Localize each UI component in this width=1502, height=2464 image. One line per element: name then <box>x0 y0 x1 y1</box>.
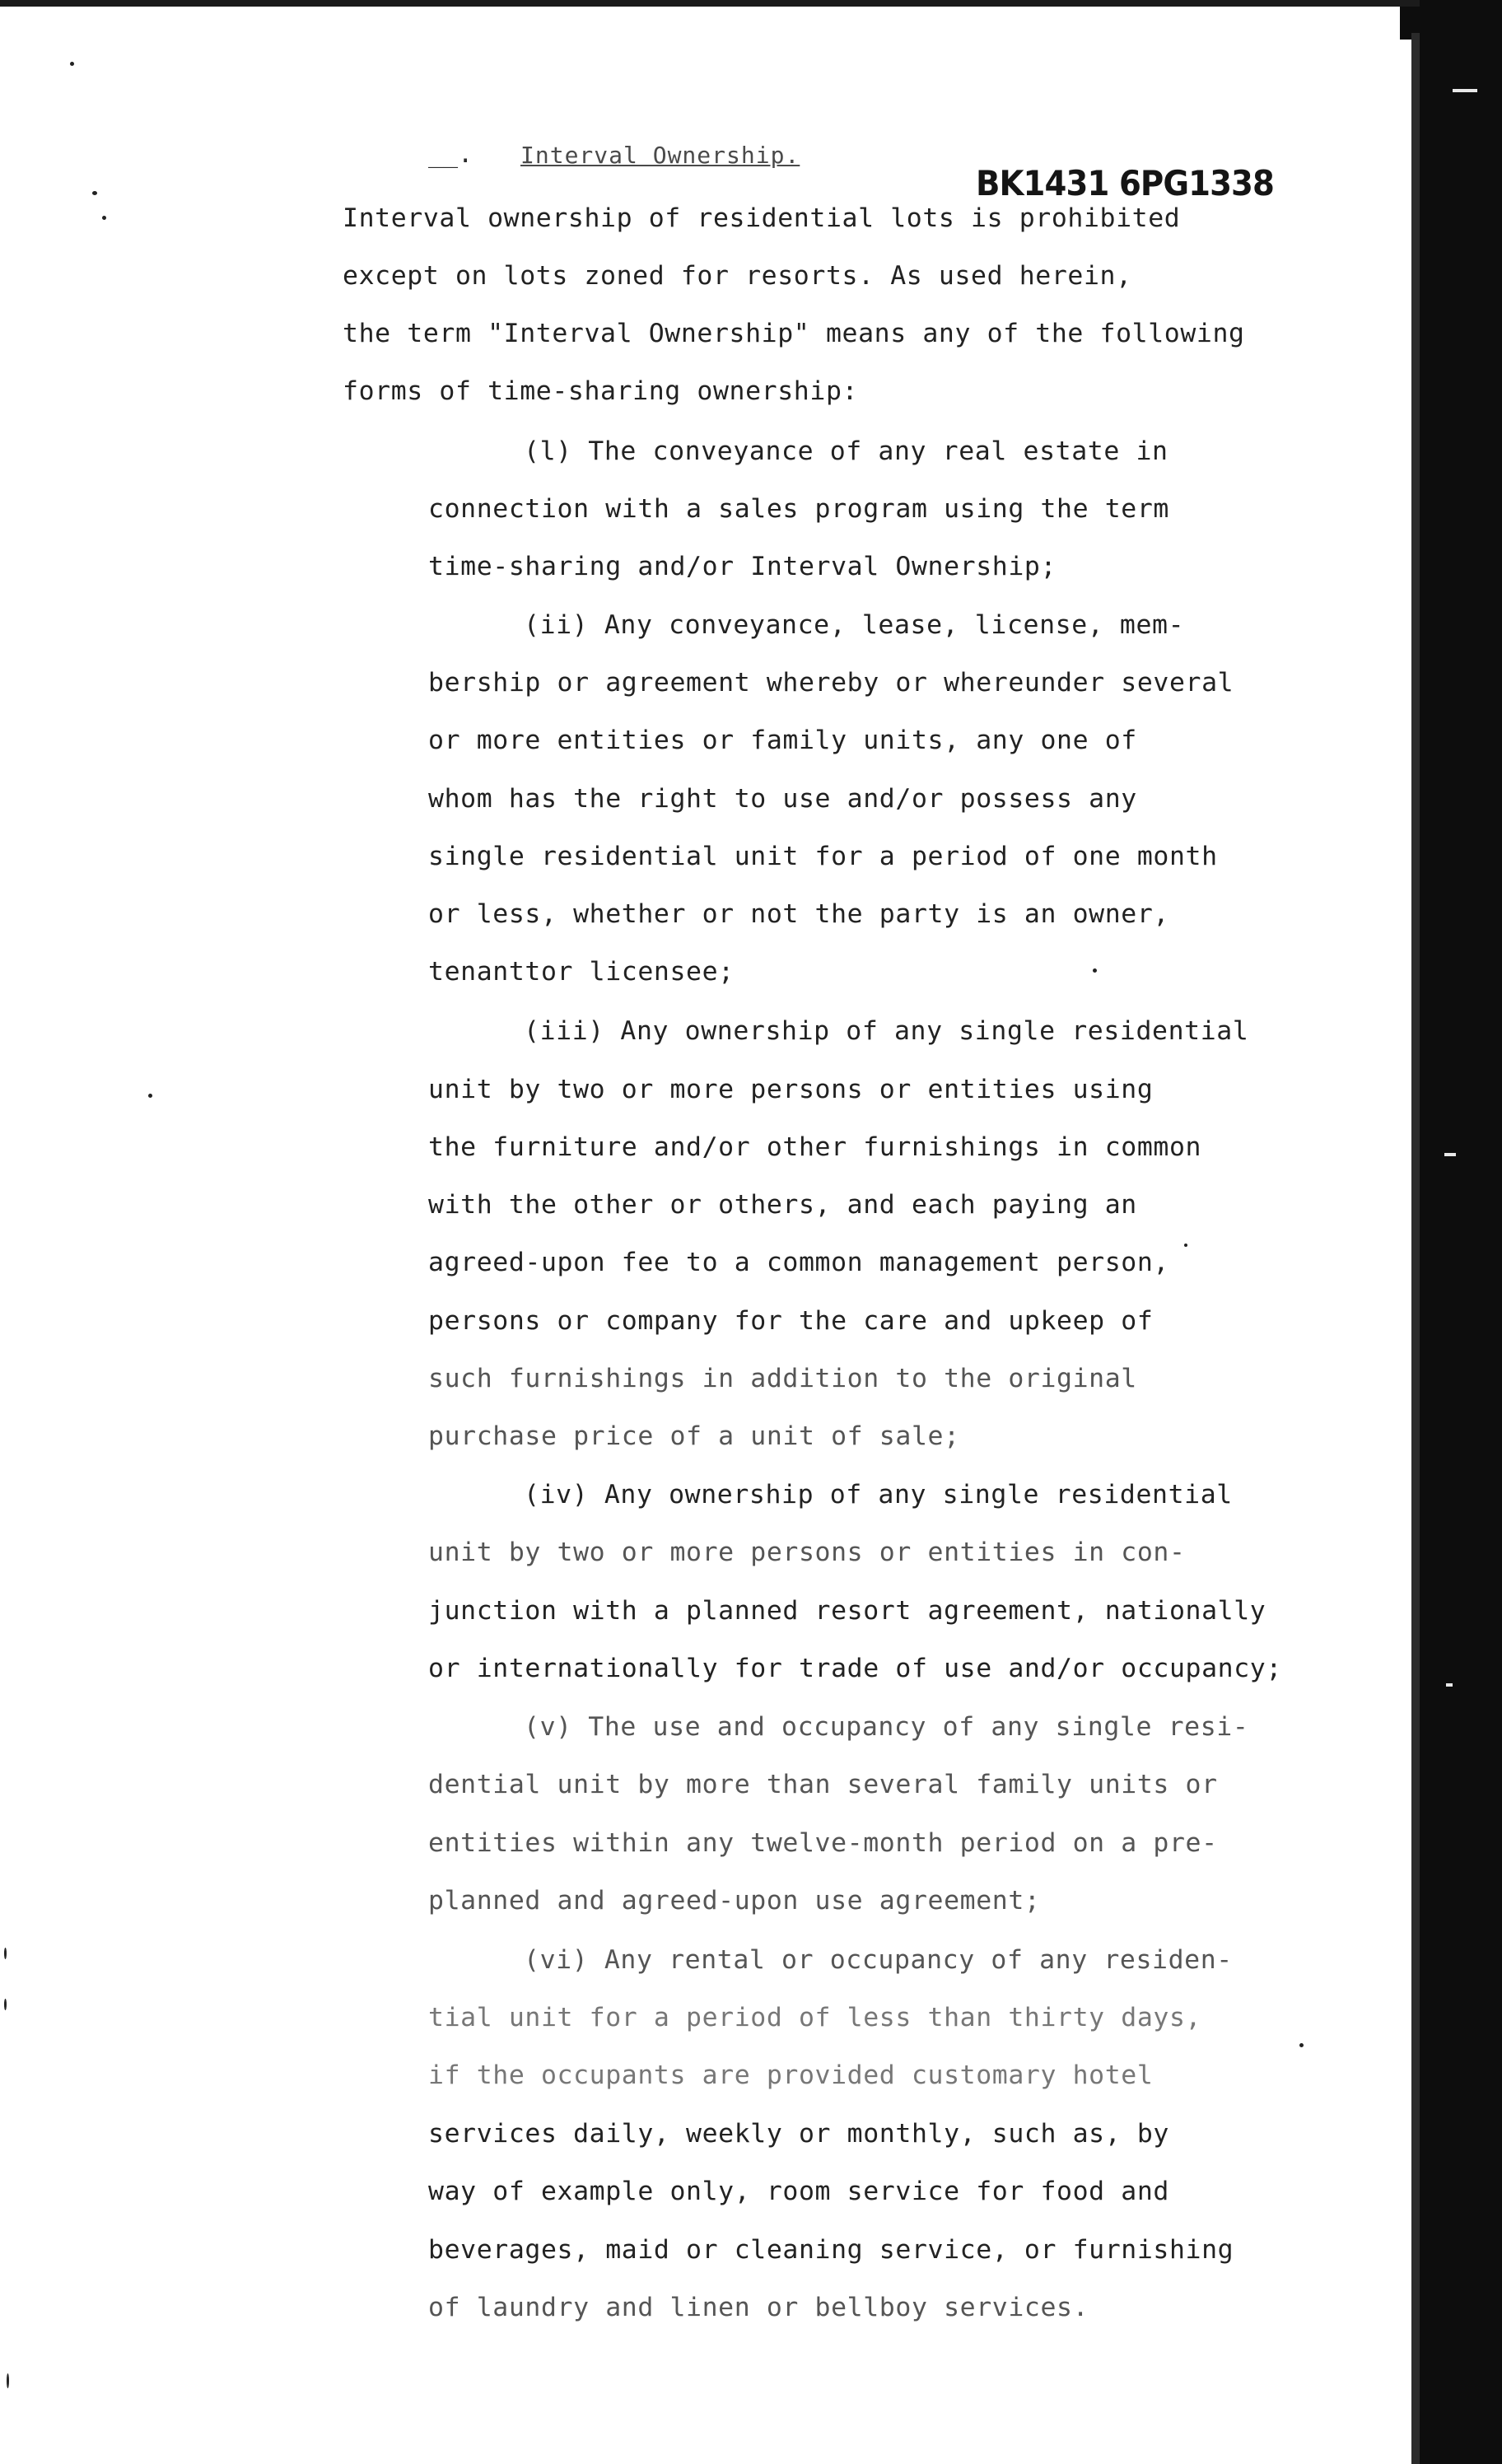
text-line: tenanttor licensee; <box>428 957 735 987</box>
scan-speck <box>4 1948 7 1959</box>
text-line: if the occupants are provided customary hotel <box>428 2060 1154 2090</box>
text-line: beverages, maid or cleaning service, or furnishing <box>428 2235 1234 2265</box>
text-line: tial unit for a period of less than thirty days, <box>428 2003 1202 2032</box>
text-line: way of example only, room service for food and <box>428 2177 1169 2206</box>
text-line: bership or agreement whereby or whereunder several <box>428 668 1234 698</box>
scan-border-mark <box>1444 1153 1456 1156</box>
scan-speck <box>92 191 97 195</box>
text-line: single residential unit for a period of one month <box>428 842 1218 871</box>
text-line: whom has the right to use and/or possess any <box>428 784 1137 814</box>
scan-border-mark <box>1453 89 1477 92</box>
text-line: such furnishings in addition to the original <box>428 1364 1137 1393</box>
text-line: (ii) Any conveyance, lease, license, mem- <box>524 610 1185 640</box>
scan-border-mark <box>1446 1683 1453 1687</box>
text-line: dential unit by more than several family units or <box>428 1770 1218 1799</box>
scan-speck <box>1093 968 1097 973</box>
scan-right-border <box>1420 0 1502 2464</box>
text-line: services daily, weekly or monthly, such as, by <box>428 2119 1169 2149</box>
text-line: the furniture and/or other furnishings in common <box>428 1132 1202 1162</box>
scan-speck <box>1299 2043 1304 2047</box>
scan-speck <box>4 1999 7 2010</box>
text-line: or internationally for trade of use and/or occupancy; <box>428 1654 1282 1683</box>
scan-speck <box>102 216 106 220</box>
text-line: (vi) Any rental or occupancy of any residen- <box>524 1945 1233 1975</box>
text-line: (l) The conveyance of any real estate in <box>524 436 1168 466</box>
scan-speck <box>70 62 74 66</box>
text-line: with the other or others, and each paying an <box>428 1190 1137 1220</box>
scan-right-border-edge <box>1411 33 1420 2464</box>
text-line: forms of time-sharing ownership: <box>343 376 859 406</box>
text-line: (iii) Any ownership of any single residential <box>524 1016 1249 1046</box>
text-line: time-sharing and/or Interval Ownership; <box>428 552 1057 581</box>
scan-top-border <box>0 0 1502 7</box>
text-line: or more entities or family units, any one of <box>428 726 1137 755</box>
text-line: unit by two or more persons or entities using <box>428 1075 1154 1104</box>
scan-speck <box>1184 1244 1187 1247</box>
book-page-reference: BK1431 6PG1338 <box>976 163 1274 203</box>
scan-speck <box>7 2373 9 2388</box>
text-line: entities within any twelve-month period on a pre- <box>428 1828 1218 1858</box>
text-line: (iv) Any ownership of any single residential <box>524 1480 1233 1510</box>
text-line: junction with a planned resort agreement, nationally <box>428 1596 1266 1626</box>
text-line: planned and agreed-upon use agreement; <box>428 1886 1041 1916</box>
text-line: (v) The use and occupancy of any single resi- <box>524 1712 1249 1742</box>
section-heading: Interval Ownership. <box>520 142 800 169</box>
text-line: connection with a sales program using the term <box>428 494 1169 524</box>
text-line: the term "Interval Ownership" means any of the following <box>343 319 1245 348</box>
heading-dash: __. <box>428 140 473 169</box>
text-line: purchase price of a unit of sale; <box>428 1421 960 1451</box>
text-line: Interval ownership of residential lots is prohibited <box>343 203 1181 233</box>
text-line: persons or company for the care and upkeep of <box>428 1306 1154 1336</box>
text-line: agreed-upon fee to a common management person, <box>428 1248 1169 1277</box>
scan-speck <box>148 1094 152 1098</box>
text-line: or less, whether or not the party is an owner, <box>428 899 1169 929</box>
text-line: except on lots zoned for resorts. As used herein, <box>343 261 1132 291</box>
text-line: unit by two or more persons or entities in con- <box>428 1538 1186 1567</box>
text-line: of laundry and linen or bellboy services. <box>428 2293 1089 2322</box>
